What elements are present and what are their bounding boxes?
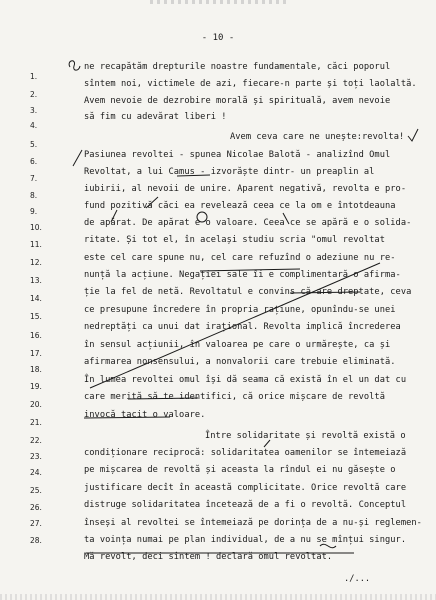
text-line: iubirii, al nevoii de unire. Aparent negativă, revolta e pro-: [84, 184, 407, 194]
line-number: 1.: [30, 72, 38, 81]
text-line: nunță la acțiune. Negației sale îi e complimentară o afirma-: [84, 270, 401, 280]
text-line: care merită să te identifici, că orice mișcare de revoltă: [84, 392, 385, 402]
text-line: Revoltat, a lui Camus - izvorăște dintr- un preaplin al: [84, 167, 375, 177]
handwritten-mark-23: [264, 440, 270, 447]
line-number: 17.: [30, 349, 42, 358]
text-line: Pasiunea revoltei - spunea Nicolae Balotă - analizînd Omul: [84, 150, 391, 160]
text-line: afirmarea nonsensului, a nonvalorii care trebuie eliminată.: [84, 357, 396, 367]
line-number: 27.: [30, 519, 42, 528]
page-number: - 10 -: [201, 33, 235, 43]
text-line: ta voința numai pe plan individual, de a nu se mînțui singur.: [84, 535, 407, 545]
line-number: 12.: [30, 258, 42, 267]
line-number: 18.: [30, 365, 42, 374]
text-line: este cel care spune nu, cel care refuzînd o adeziune nu re-: [84, 253, 396, 263]
line-number: 16.: [30, 331, 42, 340]
line-number: 13.: [30, 276, 42, 285]
line-number: 20.: [30, 400, 42, 409]
line-number: 15.: [30, 312, 42, 321]
line-number: 21.: [30, 418, 42, 427]
scan-artifact-bottom: [0, 594, 436, 600]
line-number: 6.: [30, 157, 38, 166]
scan-artifact: [150, 0, 290, 4]
text-line: în sensul acțiunii, în valoarea pe care o urmărește, ca și: [84, 340, 391, 350]
handwritten-mark-start: [69, 61, 80, 70]
text-line: Între solidaritate și revoltă există o: [205, 431, 406, 441]
text-line: condiționare reciprocă: solidaritatea oamenilor se întemeiază: [84, 448, 407, 458]
line-number: 24.: [30, 468, 42, 477]
handwritten-bracket: [73, 150, 82, 166]
line-number: 14.: [30, 294, 42, 303]
text-line: invocă tacit o valoare.: [84, 410, 206, 420]
text-line: de apărat. De apărat e o valoare. Ceea ce se apără e o solida-: [84, 218, 412, 228]
line-number: 5.: [30, 140, 38, 149]
text-line: Avem ceva care ne unește:revolta!: [230, 132, 405, 142]
line-number: 26.: [30, 503, 42, 512]
text-line: fund pozitivă căci ea revelează ceea ce la om e întotdeauna: [84, 201, 396, 211]
line-number: 19.: [30, 382, 42, 391]
text-line: ne recapătăm drepturile noastre fundamentale, căci poporul: [84, 62, 391, 72]
text-line: Mă revolt, deci sîntem ! declară omul revoltat.: [84, 552, 333, 562]
text-line: sîntem noi, victimele de azi, fiecare-n parte și toți laolaltă.: [84, 79, 417, 89]
text-line: distruge solidaritatea încetează de a fi o revoltă. Conceptul: [84, 500, 407, 510]
line-number: 7.: [30, 174, 38, 183]
text-line: să fim cu adevărat liberi !: [84, 112, 227, 122]
line-number: 3.: [30, 106, 38, 115]
text-line: ție la fel de netă. Revoltatul e convins că are dreptate, ceva: [84, 287, 412, 297]
line-number: 25.: [30, 486, 42, 495]
line-number: 11.: [30, 240, 42, 249]
text-line: În lumea revoltei omul își dă seama că există în el un dat cu: [84, 375, 407, 385]
line-number: 9.: [30, 207, 38, 216]
continuation-mark: ./...: [344, 574, 371, 584]
text-line: justificare decît în această complicitate. Orice revoltă care: [84, 483, 407, 493]
text-line: înseși al revoltei se întemeiază pe dorința de a nu-și reglemen-: [84, 518, 422, 528]
line-number: 22.: [30, 436, 42, 445]
line-number: 10.: [30, 223, 42, 232]
line-number: 8.: [30, 191, 38, 200]
line-number: 2.: [30, 90, 38, 99]
line-number: 28.: [30, 536, 42, 545]
line-number: 23.: [30, 452, 42, 461]
text-line: nedreptăți ca unui dat irațional. Revolta implică încrederea: [84, 322, 401, 332]
text-line: pe mișcarea de revoltă și aceasta la rîndul ei nu găsește o: [84, 465, 396, 475]
text-line: Avem nevoie de dezrobire morală și spirituală, avem nevoie: [84, 96, 391, 106]
text-line: ritate. Și tot el, în același studiu scria "omul revoltat: [84, 235, 385, 245]
line-number: 4.: [30, 121, 38, 130]
text-line: ce presupune încredere în propria rațiune, opunîndu-se unei: [84, 305, 396, 315]
